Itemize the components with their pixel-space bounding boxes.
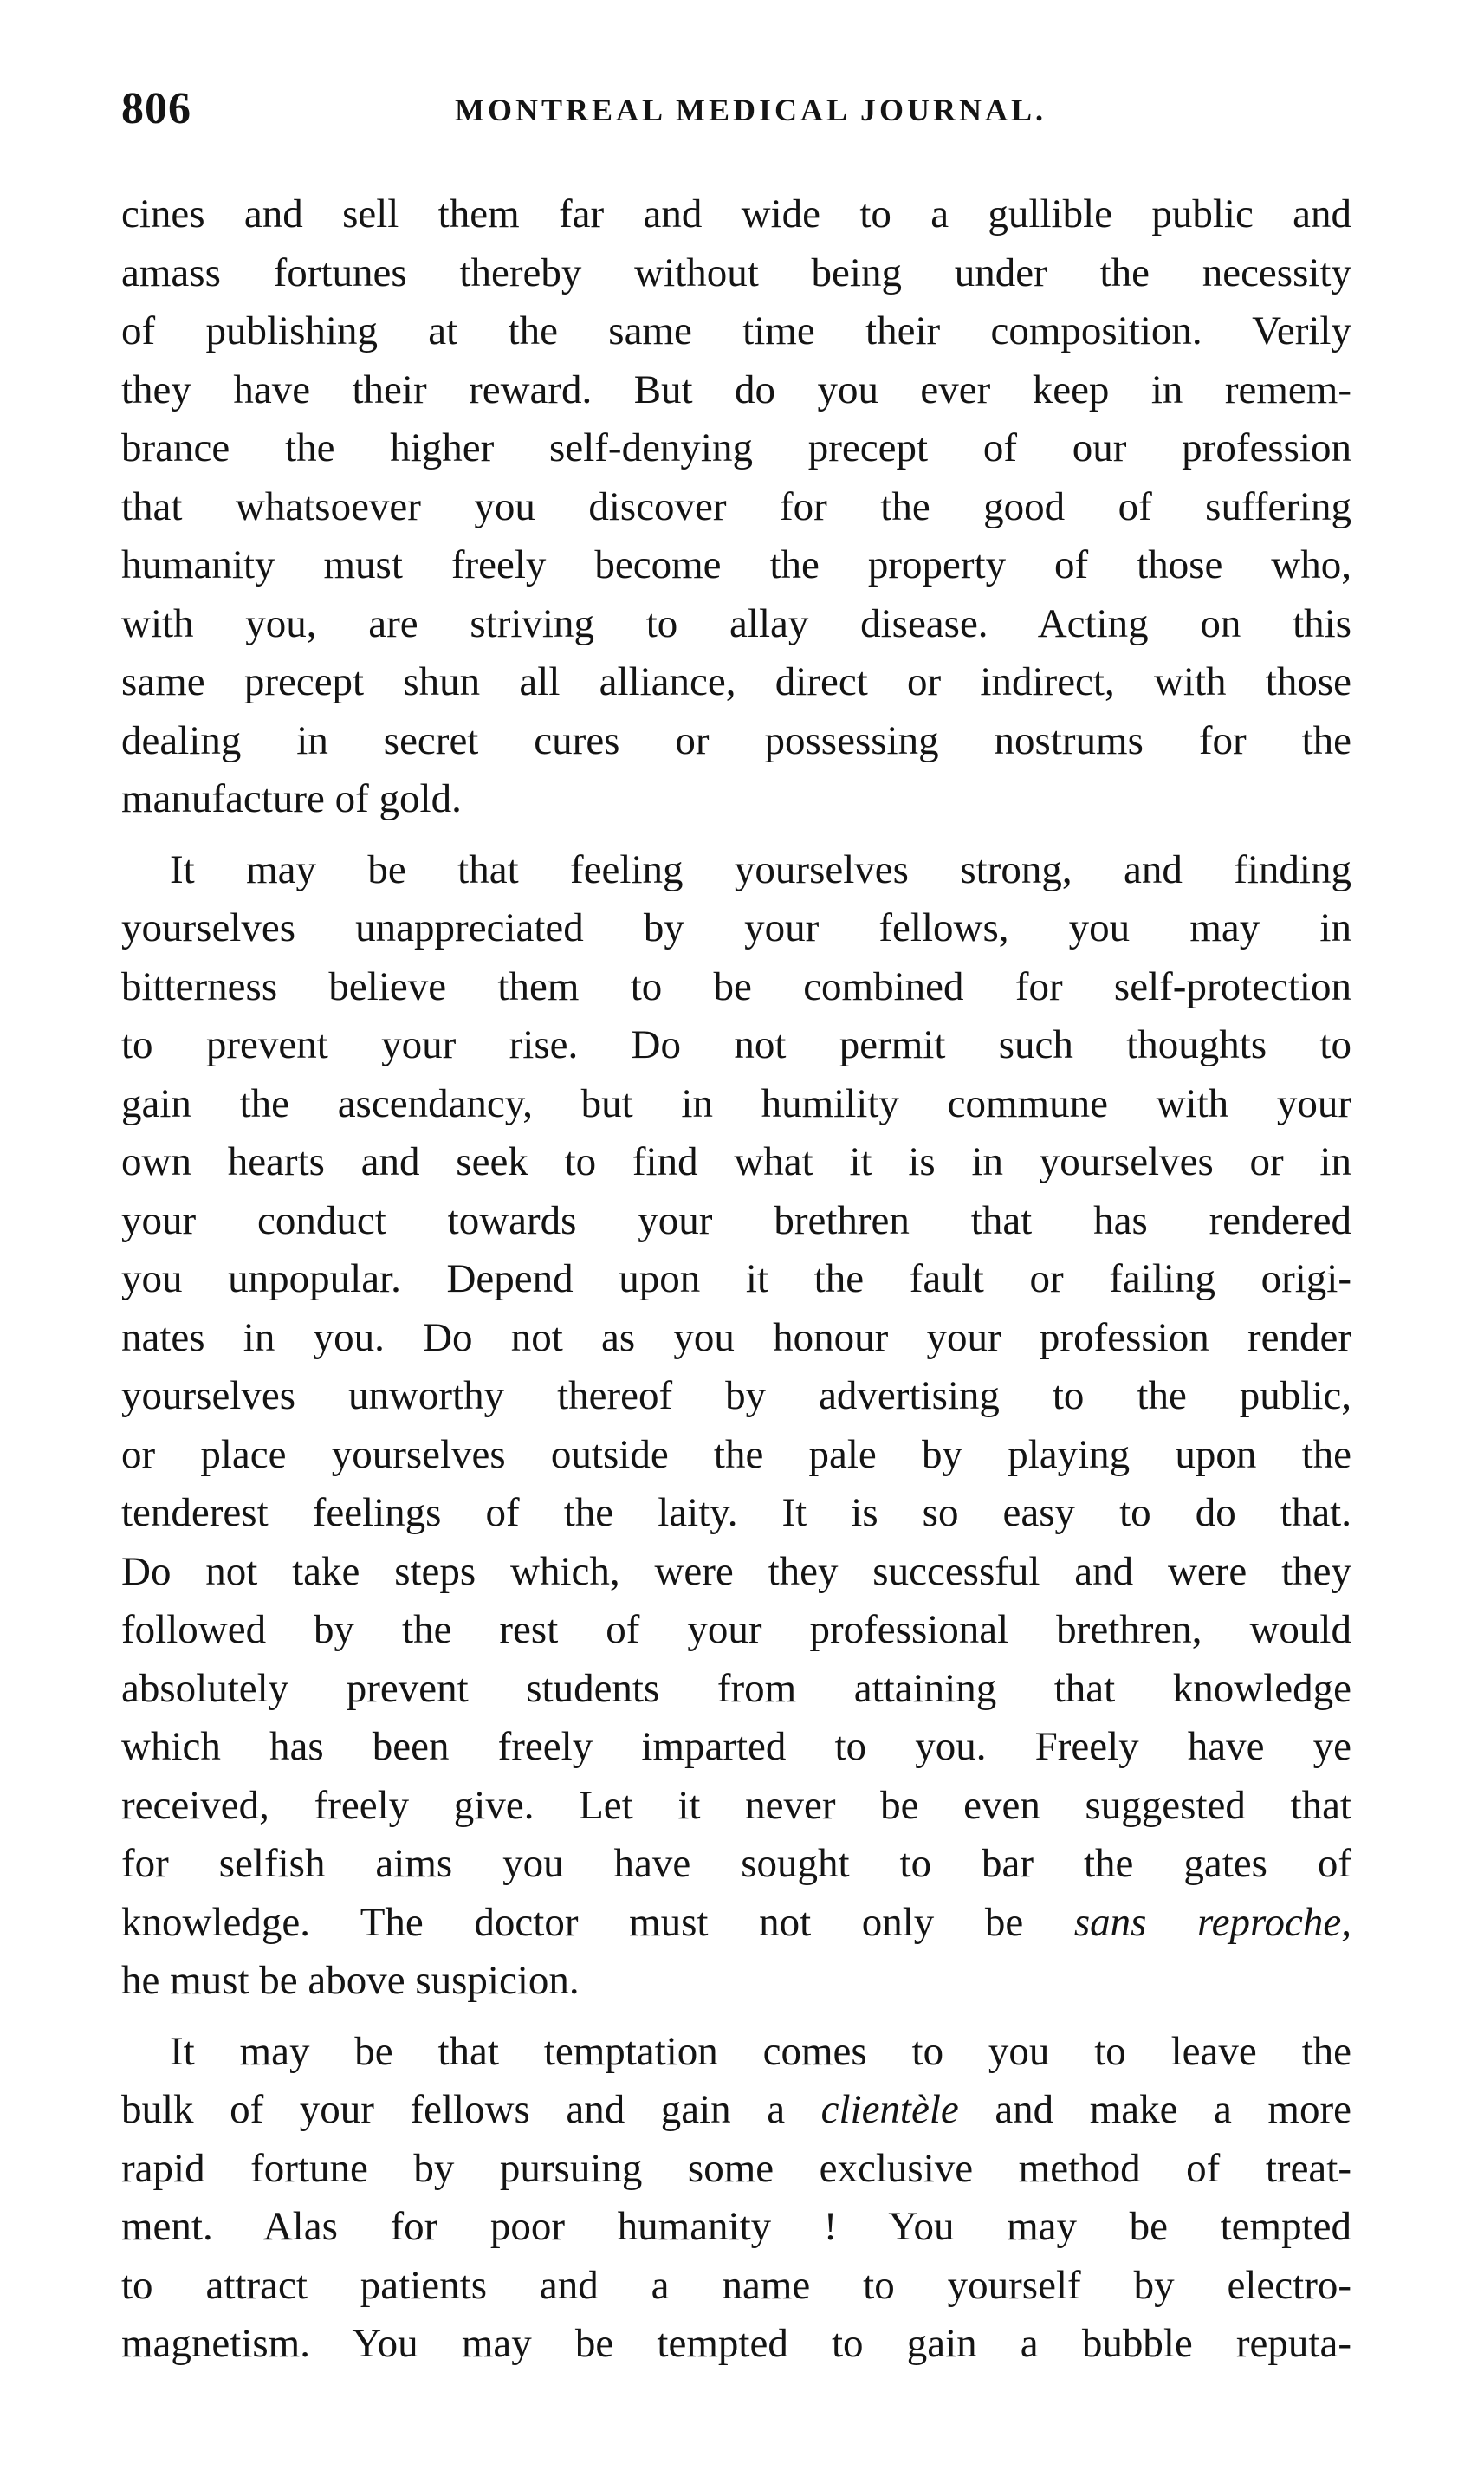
text-line: Do not take steps which, were they successful and were they	[121, 1548, 1351, 1594]
paragraph-1	[121, 185, 1351, 829]
italic-phrase: sans reproche,	[1073, 1899, 1351, 1945]
text-line: amass fortunes thereby without being under the necessity	[121, 250, 1351, 295]
running-head: MONTREAL MEDICAL JOURNAL.	[455, 93, 1047, 127]
text-line-with-italic	[121, 2081, 1351, 2140]
text-line: he must be above suspicion.	[121, 1958, 580, 2003]
text-segment: bulk of your fellows and gain a	[121, 2087, 821, 2132]
text-line: rapid fortune by pursuing some exclusive method of treat-	[121, 2145, 1351, 2191]
text-line: of publishing at the same time their composition. Verily	[121, 308, 1351, 353]
text-line: for selfish aims you have sought to bar the gates of	[121, 1841, 1351, 1886]
text-line: that whatsoever you discover for the good of suffering	[121, 483, 1351, 529]
article-body	[121, 185, 1351, 2374]
text-line: dealing in secret cures or possessing nostrums for the	[121, 717, 1351, 763]
text-line: ment. Alas for poor humanity ! You may be tempted	[121, 2204, 1351, 2249]
text-line: gain the ascendancy, but in humility commune with your	[121, 1080, 1351, 1126]
text-segment: and make a more	[958, 2087, 1351, 2132]
text-line: yourselves unappreciated by your fellows, you may in	[121, 905, 1351, 950]
italic-phrase: clientèle	[820, 2087, 959, 2132]
page-number: 806	[121, 84, 191, 133]
text-line: they have their reward. But do you ever keep in remem-	[121, 366, 1351, 412]
text-line: yourselves unworthy thereof by advertising to the public,	[121, 1373, 1351, 1418]
text-line: your conduct towards your brethren that has rendered	[121, 1197, 1351, 1243]
text-line: cines and sell them far and wide to a gullible public and	[121, 191, 1351, 237]
text-line: which has been freely imparted to you. Freely have ye	[121, 1724, 1351, 1769]
page-header	[121, 83, 1351, 144]
text-line-with-italic	[121, 1894, 1351, 1953]
text-line: followed by the rest of your professional brethren, would	[121, 1607, 1351, 1652]
text-line: to attract patients and a name to yourself by electro-	[121, 2262, 1351, 2308]
text-line: It may be that feeling yourselves strong, and finding	[170, 846, 1351, 892]
text-line: with you, are striving to allay disease. Acting on this	[121, 600, 1351, 646]
text-line: or place yourselves outside the pale by playing upon the	[121, 1431, 1351, 1477]
text-line: manufacture of gold.	[121, 776, 462, 821]
text-line: absolutely prevent students from attaining that knowledge	[121, 1665, 1351, 1711]
text-line: humanity must freely become the property of those who,	[121, 542, 1351, 587]
paragraph-3	[121, 2023, 1351, 2374]
text-line: same precept shun all alliance, direct or indirect, with those	[121, 659, 1351, 704]
text-line: bitterness believe them to be combined for self-protection	[121, 963, 1351, 1009]
text-line: It may be that temptation comes to you to leave the	[170, 2028, 1351, 2074]
text-line: magnetism. You may be tempted to gain a bubble reputa-	[121, 2321, 1351, 2366]
text-line: you unpopular. Depend upon it the fault or failing origi-	[121, 1256, 1351, 1301]
text-line: to prevent your rise. Do not permit such thoughts to	[121, 1022, 1351, 1067]
text-line: tenderest feelings of the laity. It is so easy to do that.	[121, 1490, 1351, 1535]
text-line: own hearts and seek to find what it is in yourselves or in	[121, 1139, 1351, 1184]
text-segment: knowledge. The doctor must not only be	[121, 1899, 1074, 1945]
text-line: received, freely give. Let it never be even suggested that	[121, 1782, 1351, 1828]
paragraph-2	[121, 841, 1351, 2011]
text-line: nates in you. Do not as you honour your profession render	[121, 1314, 1351, 1360]
text-line: brance the higher self-denying precept of our profession	[121, 425, 1351, 470]
